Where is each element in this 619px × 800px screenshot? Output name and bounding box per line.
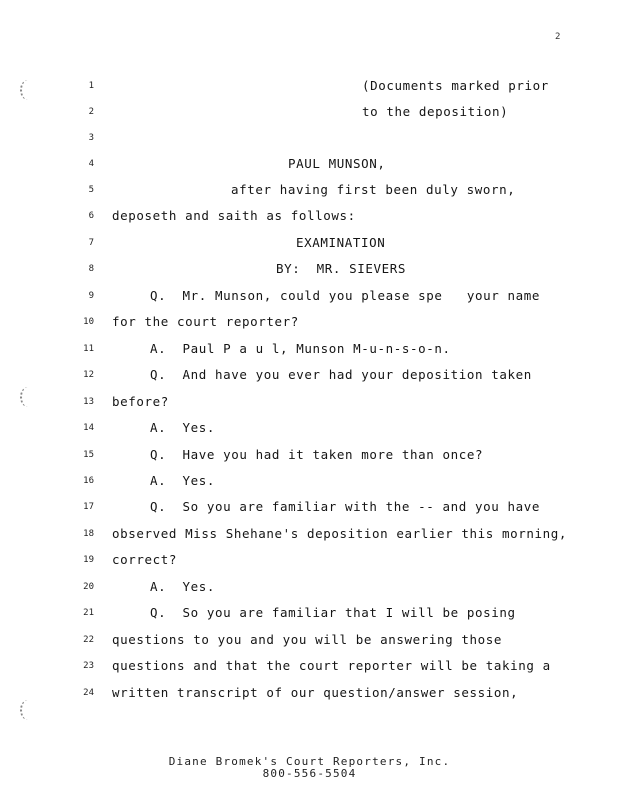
transcript-line [0, 259, 619, 279]
transcript-line [0, 312, 619, 332]
transcript-line [0, 656, 619, 676]
line-number: 1 [88, 81, 94, 91]
transcript-line [0, 180, 619, 200]
line-text: Q. So you are familiar with the -- and you have [150, 499, 541, 514]
transcript-line [0, 128, 619, 148]
transcript-line [0, 577, 619, 597]
transcript-line [0, 339, 619, 359]
line-number: 19 [83, 555, 94, 565]
line-number: 11 [83, 344, 94, 354]
line-text: Q. Have you had it taken more than once? [150, 447, 484, 462]
line-number: 13 [83, 397, 94, 407]
transcript-line [0, 365, 619, 385]
line-number: 9 [88, 291, 94, 301]
line-text: (Documents marked prior [362, 78, 549, 93]
transcript-line [0, 76, 619, 96]
line-number: 4 [88, 159, 94, 169]
line-text: written transcript of our question/answer session, [112, 685, 519, 700]
line-text: PAUL MUNSON, [288, 156, 386, 171]
line-number: 12 [83, 370, 94, 380]
line-text: BY: MR. SIEVERS [276, 261, 407, 276]
line-number: 8 [88, 264, 94, 274]
line-text: A. Yes. [150, 420, 216, 435]
transcript-line [0, 683, 619, 703]
line-text: A. Yes. [150, 579, 216, 594]
line-text: Q. Mr. Munson, could you please spe your name [150, 288, 541, 303]
line-text: correct? [112, 552, 178, 567]
line-text: before? [112, 394, 169, 409]
transcript-line [0, 392, 619, 412]
line-number: 20 [83, 582, 94, 592]
line-number: 23 [83, 661, 94, 671]
line-number: 21 [83, 608, 94, 618]
transcript-line [0, 471, 619, 491]
line-number: 15 [83, 450, 94, 460]
line-number: 17 [83, 502, 94, 512]
line-text: to the deposition) [362, 104, 509, 119]
line-text: for the court reporter? [112, 314, 299, 329]
line-text: after having first been duly sworn, [231, 182, 516, 197]
transcript-line [0, 497, 619, 517]
line-number: 5 [88, 185, 94, 195]
line-text: Q. And have you ever had your deposition taken [150, 367, 532, 382]
transcript-line [0, 445, 619, 465]
transcript-line [0, 603, 619, 623]
transcript-line [0, 206, 619, 226]
transcript-line [0, 286, 619, 306]
line-number: 7 [88, 238, 94, 248]
line-text: deposeth and saith as follows: [112, 208, 356, 223]
line-text: questions and that the court reporter will be taking a [112, 658, 551, 673]
line-text: Q. So you are familiar that I will be posing [150, 605, 516, 620]
line-text: observed Miss Shehane's deposition earlier this morning, [112, 526, 568, 541]
transcript-line [0, 524, 619, 544]
line-number: 16 [83, 476, 94, 486]
footer-company: Diane Bromek's Court Reporters, Inc. [168, 755, 451, 768]
line-text: A. Yes. [150, 473, 216, 488]
line-number: 10 [83, 317, 94, 327]
line-number: 6 [88, 211, 94, 221]
line-number: 24 [83, 688, 94, 698]
transcript-line [0, 550, 619, 570]
line-number: 22 [83, 635, 94, 645]
transcript-line [0, 630, 619, 650]
transcript-line [0, 154, 619, 174]
line-text: A. Paul P a u l, Munson M-u-n-s-o-n. [150, 341, 451, 356]
transcript-line [0, 102, 619, 122]
transcript-line [0, 418, 619, 438]
transcript-line [0, 233, 619, 253]
line-number: 14 [83, 423, 94, 433]
footer-phone: 800-556-5504 [262, 767, 357, 780]
line-number: 3 [88, 133, 94, 143]
line-text: EXAMINATION [296, 235, 386, 250]
line-number: 2 [88, 107, 94, 117]
line-number: 18 [83, 529, 94, 539]
line-text: questions to you and you will be answering those [112, 632, 503, 647]
page-footer [0, 756, 619, 780]
page-number: 2 [555, 32, 561, 42]
